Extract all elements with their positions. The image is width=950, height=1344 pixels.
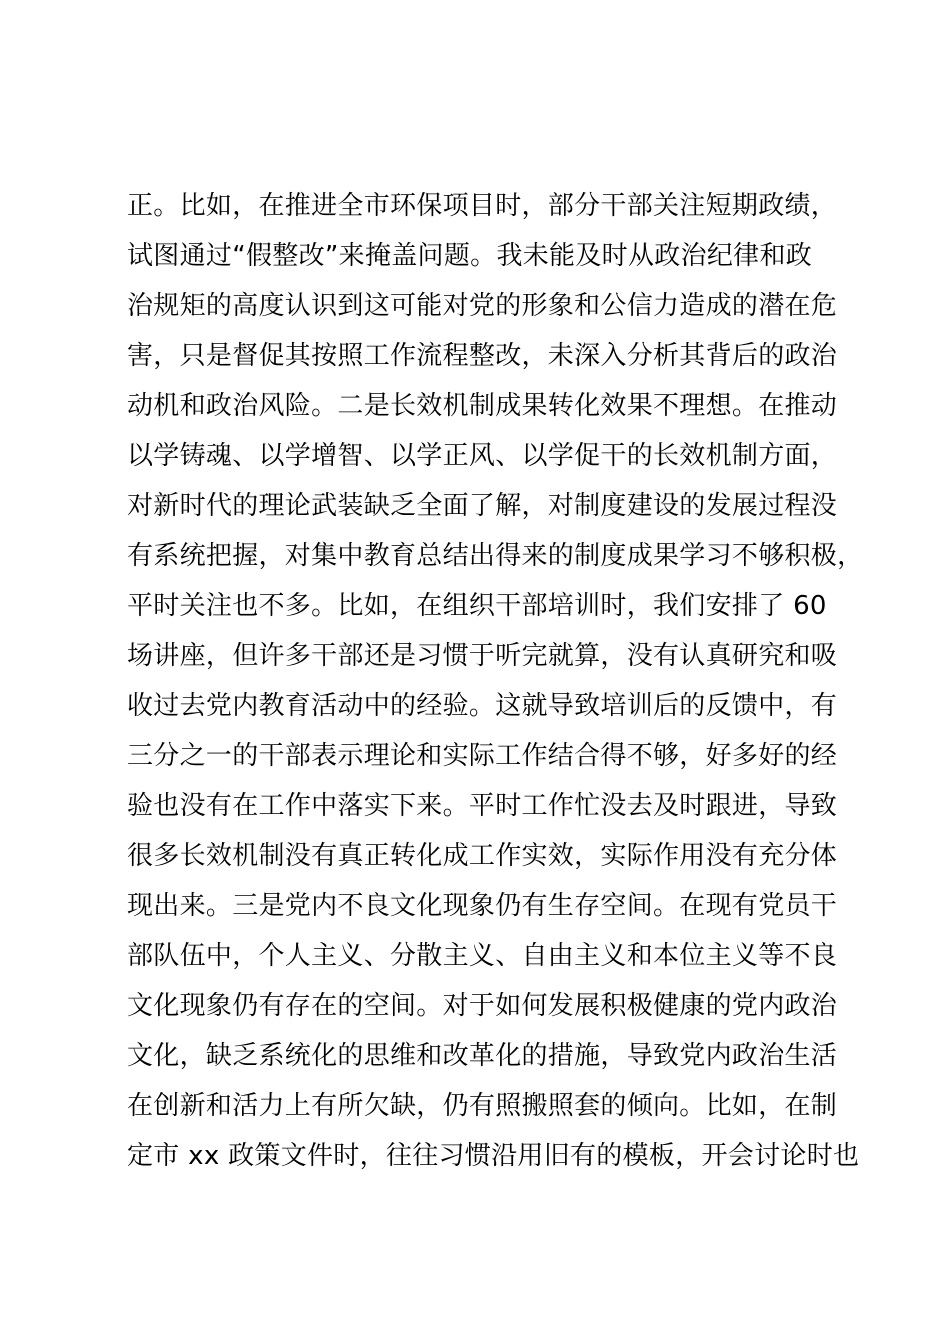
text-line: 收过去党内教育活动中的经验。这就导致培训后的反馈中，有 — [127, 691, 838, 721]
body-paragraph — [127, 181, 864, 1181]
text-line: 场讲座，但许多干部还是习惯于听完就算，没有认真研究和吸 — [127, 641, 838, 671]
text-line: 害，只是督促其按照工作流程整改，未深入分析其背后的政治 — [127, 341, 838, 371]
text-line: 治规矩的高度认识到这可能对党的形象和公信力造成的潜在危 — [127, 291, 838, 321]
text-line: 文化现象仍有存在的空间。对于如何发展积极健康的党内政治 — [127, 991, 838, 1021]
text-line: 定市 xx 政策文件时，往往习惯沿用旧有的模板，开会讨论时也 — [127, 1141, 860, 1171]
text-line: 文化，缺乏系统化的思维和改革化的措施，导致党内政治生活 — [127, 1041, 838, 1071]
text-line: 对新时代的理论武装缺乏全面了解，对制度建设的发展过程没 — [127, 491, 838, 521]
text-line: 三分之一的干部表示理论和实际工作结合得不够，好多好的经 — [127, 741, 838, 771]
text-line: 验也没有在工作中落实下来。平时工作忙没去及时跟进，导致 — [127, 791, 838, 821]
text-line: 以学铸魂、以学增智、以学正风、以学促干的长效机制方面， — [127, 441, 838, 471]
text-line: 平时关注也不多。比如，在组织干部培训时，我们安排了 60 — [127, 591, 827, 621]
text-line: 动机和政治风险。二是长效机制成果转化效果不理想。在推动 — [127, 391, 838, 421]
text-line: 正。比如，在推进全市环保项目时，部分干部关注短期政绩， — [127, 191, 838, 221]
text-line: 部队伍中，个人主义、分散主义、自由主义和本位主义等不良 — [127, 941, 838, 971]
text-line: 现出来。三是党内不良文化现象仍有生存空间。在现有党员干 — [127, 891, 838, 921]
text-line: 在创新和活力上有所欠缺，仍有照搬照套的倾向。比如，在制 — [127, 1091, 838, 1121]
text-line: 试图通过“假整改”来掩盖问题。我未能及时从政治纪律和政 — [127, 241, 813, 271]
text-line: 很多长效机制没有真正转化成工作实效，实际作用没有充分体 — [127, 841, 838, 871]
text-line: 有系统把握，对集中教育总结出得来的制度成果学习不够积极， — [127, 541, 864, 571]
